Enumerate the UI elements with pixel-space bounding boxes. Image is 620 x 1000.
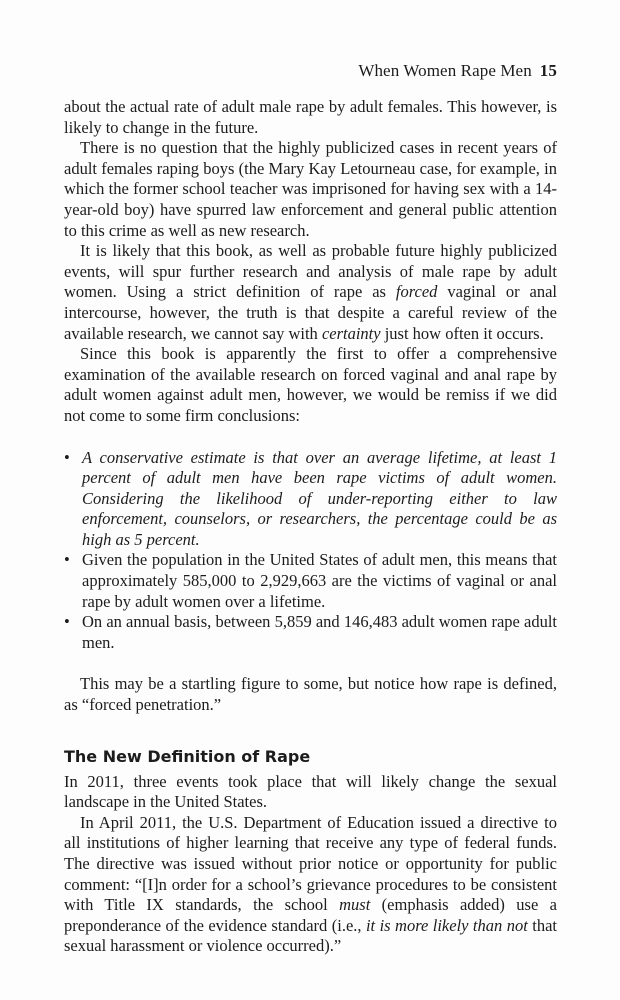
text-run: vaginal or anal intercourse, however, the truth is that despite a careful review of the available research, we cannot say with — [64, 282, 557, 343]
text-run: just how often it occurs. — [380, 323, 544, 343]
paragraph-section-intro: In 2011, three events took place that will likely change the sexual landscape in the United States. — [64, 771, 557, 812]
paragraph-letourneau: There is no question that the highly publicized cases in recent years of adult females raping boys (the Mary Kay Letourneau case, for example, in which the former school teacher was imprisoned for having sex with a 14-year-old boy) have spurred law enforcement and general public attention to this crime as well as new research. — [64, 138, 557, 240]
list-item — [64, 612, 557, 653]
running-header — [358, 61, 557, 81]
paragraph-directive — [64, 813, 557, 957]
paragraph-conclusions: Since this book is apparently the first to offer a comprehensive examination of the available research on forced vaginal and anal rape by adult women against adult men, however, we would be remiss if we did not come to some firm conclusions: — [64, 344, 557, 425]
text-run: In April 2011, the U.S. Department of Education issued a directive to all institutions of higher learning that receive any type of federal funds. The directive was issued without prior notice or opportunity for public comment: “[I]n order for a school’s grievance procedures to be consistent with Title IX standards, the school — [64, 812, 557, 915]
emphasis-forced: forced — [395, 282, 438, 302]
list-item — [64, 448, 557, 551]
list-item-text: A conservative estimate is that over an average lifetime, at least 1 percent of adult men have been rape victims of adult women. Considering the likelihood of under-reporting either to law enforcement, counselors, or researchers, the percentage could be as high as 5 percent. — [82, 447, 557, 549]
bullet-icon: • — [64, 447, 70, 467]
running-title: When Women Rape Men — [358, 61, 532, 80]
spacer — [64, 716, 557, 746]
text-run: (emphasis added) use a preponderance of the evidence standard (i.e., — [64, 895, 557, 935]
conclusions-list — [64, 448, 557, 654]
paragraph-after-list: This may be a startling figure to some, but notice how rape is defined, as “forced penetration.” — [64, 674, 557, 715]
paragraph-continued: about the actual rate of adult male rape by adult females. This however, is likely to change in the future. — [64, 97, 557, 137]
page-body — [64, 97, 557, 957]
section-heading: The New Definition of Rape — [64, 746, 311, 766]
emphasis-more-likely: it is more likely than not — [365, 915, 528, 935]
emphasis-certainty: certainty — [321, 323, 381, 343]
list-item-text: On an annual basis, between 5,859 and 146,483 adult women rape adult men. — [82, 612, 557, 652]
bullet-icon: • — [64, 550, 70, 570]
text-run: that sexual harassment or violence occurred).” — [64, 915, 557, 956]
list-item-text: Given the population in the United States of adult men, this means that approximately 585,000 to 2,929,663 are the victims of vaginal or anal rape by adult women over a lifetime. — [82, 550, 557, 611]
bullet-icon: • — [64, 612, 70, 632]
paragraph-definition — [64, 241, 557, 344]
spacer — [64, 653, 557, 674]
text-run: It is likely that this book, as well as probable future highly publicized events, will spur further research and analysis of male rape by adult women. Using a strict definition of rape as — [64, 241, 557, 302]
spacer — [64, 427, 557, 448]
emphasis-must: must — [339, 895, 371, 915]
page-number: 15 — [539, 61, 557, 80]
list-item — [64, 550, 557, 612]
